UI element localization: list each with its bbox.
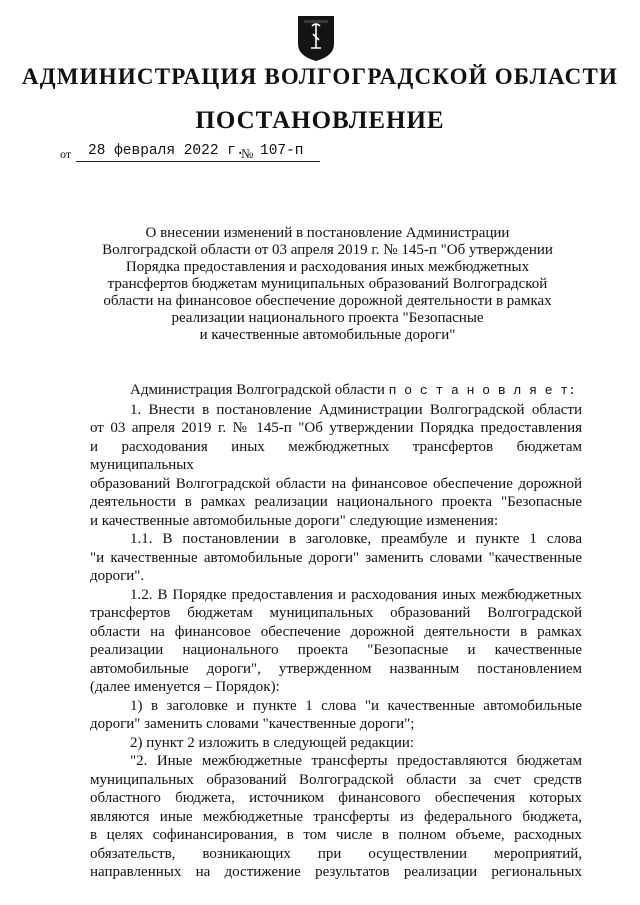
body-line: дороги". xyxy=(90,568,145,584)
body-line: 1.2. В Порядке предоставления и расходования иных межбюджетных xyxy=(130,586,582,603)
number-label: № xyxy=(241,146,254,161)
body-line: 2) пункт 2 изложить в следующей редакции: xyxy=(130,734,415,751)
preamble xyxy=(90,381,582,401)
body-line: 1) в заголовке и пункте 1 слова "и качественные автомобильные xyxy=(130,697,582,714)
body-line: деятельности в рамках реализации национального проекта "Безопасные xyxy=(90,494,582,510)
document-date: 28 февраля 2022 г. xyxy=(88,143,245,159)
document-number: 107-п xyxy=(260,143,304,159)
body-line: и расходования иных межбюджетных трансфертов бюджетам муниципальных xyxy=(90,438,582,473)
body-line: обязательств, возникающих при осуществлении мероприятий, xyxy=(90,845,582,862)
subject-line: О внесении изменений в постановление Администрации xyxy=(145,225,510,241)
body-line: направленных на достижение результатов реализации региональных xyxy=(90,864,582,880)
body-line: образований Волгоградской области на финансовое обеспечение дорожной xyxy=(90,475,582,492)
body-line: являются иные межбюджетные трансферты из федерального бюджета, xyxy=(90,808,582,825)
body-line: в целях софинансирования, в том числе в полном объеме, расходных xyxy=(90,827,582,843)
body-line: (далее именуется – Порядок): xyxy=(90,679,280,695)
body-line: 1. Внести в постановление Администрации Волгоградской области xyxy=(130,401,582,418)
body-line: "и качественные автомобильные дороги" заменить словами "качественные xyxy=(90,549,582,566)
body-line: и качественные автомобильные дороги" следующие изменения: xyxy=(90,512,499,529)
body-line: муниципальных образований Волгоградской области за счет средств xyxy=(90,771,582,788)
body-line: "2. Иные межбюджетные трансферты предоставляются бюджетам xyxy=(130,753,582,769)
body-line: трансфертов бюджетам муниципальных образований Волгоградской xyxy=(90,605,582,621)
subject-line: трансфертов бюджетам муниципальных образований Волгоградской xyxy=(107,276,548,292)
document-subject xyxy=(90,225,565,344)
coat-of-arms-emblem xyxy=(296,14,336,62)
subject-line: Волгоградской области от 03 апреля 2019 г. № 145-п "Об утверждении xyxy=(102,242,553,258)
from-label: от xyxy=(60,147,72,161)
body-line: дороги" заменить словами "качественные дороги"; xyxy=(90,716,415,732)
body-line: от 03 апреля 2019 г. № 145-п "Об утверждении Порядка предоставления xyxy=(90,420,582,436)
document-body xyxy=(90,381,582,882)
subject-line: области на финансовое обеспечение дорожной деятельности в рамках xyxy=(103,293,552,309)
body-line: областного бюджета, источником финансового обеспечения которых xyxy=(90,790,582,806)
body-line: области на финансовое обеспечение дорожной деятельности в рамках xyxy=(90,623,582,640)
body-line: автомобильные дороги", утвержденном названным постановлением xyxy=(90,660,582,677)
subject-line: Порядка предоставления и расходования иных межбюджетных xyxy=(125,259,530,275)
organization-name: АДМИНИСТРАЦИЯ ВОЛГОГРАДСКОЙ ОБЛАСТИ xyxy=(21,64,619,89)
subject-line: и качественные автомобильные дороги" xyxy=(199,327,456,343)
body-line: 1.1. В постановлении в заголовке, преамбуле и пункте 1 слова xyxy=(130,531,582,547)
document-type-title: ПОСТАНОВЛЕНИЕ xyxy=(195,107,445,134)
subject-line: реализации национального проекта "Безопасные xyxy=(171,310,484,326)
preamble-org: Администрация Волгоградской области xyxy=(130,382,385,398)
preamble-verb: п о с т а н о в л я е т: xyxy=(388,383,576,398)
date-number-line xyxy=(60,143,360,165)
body-line: реализации национального проекта "Безопасные и качественные xyxy=(90,642,582,658)
